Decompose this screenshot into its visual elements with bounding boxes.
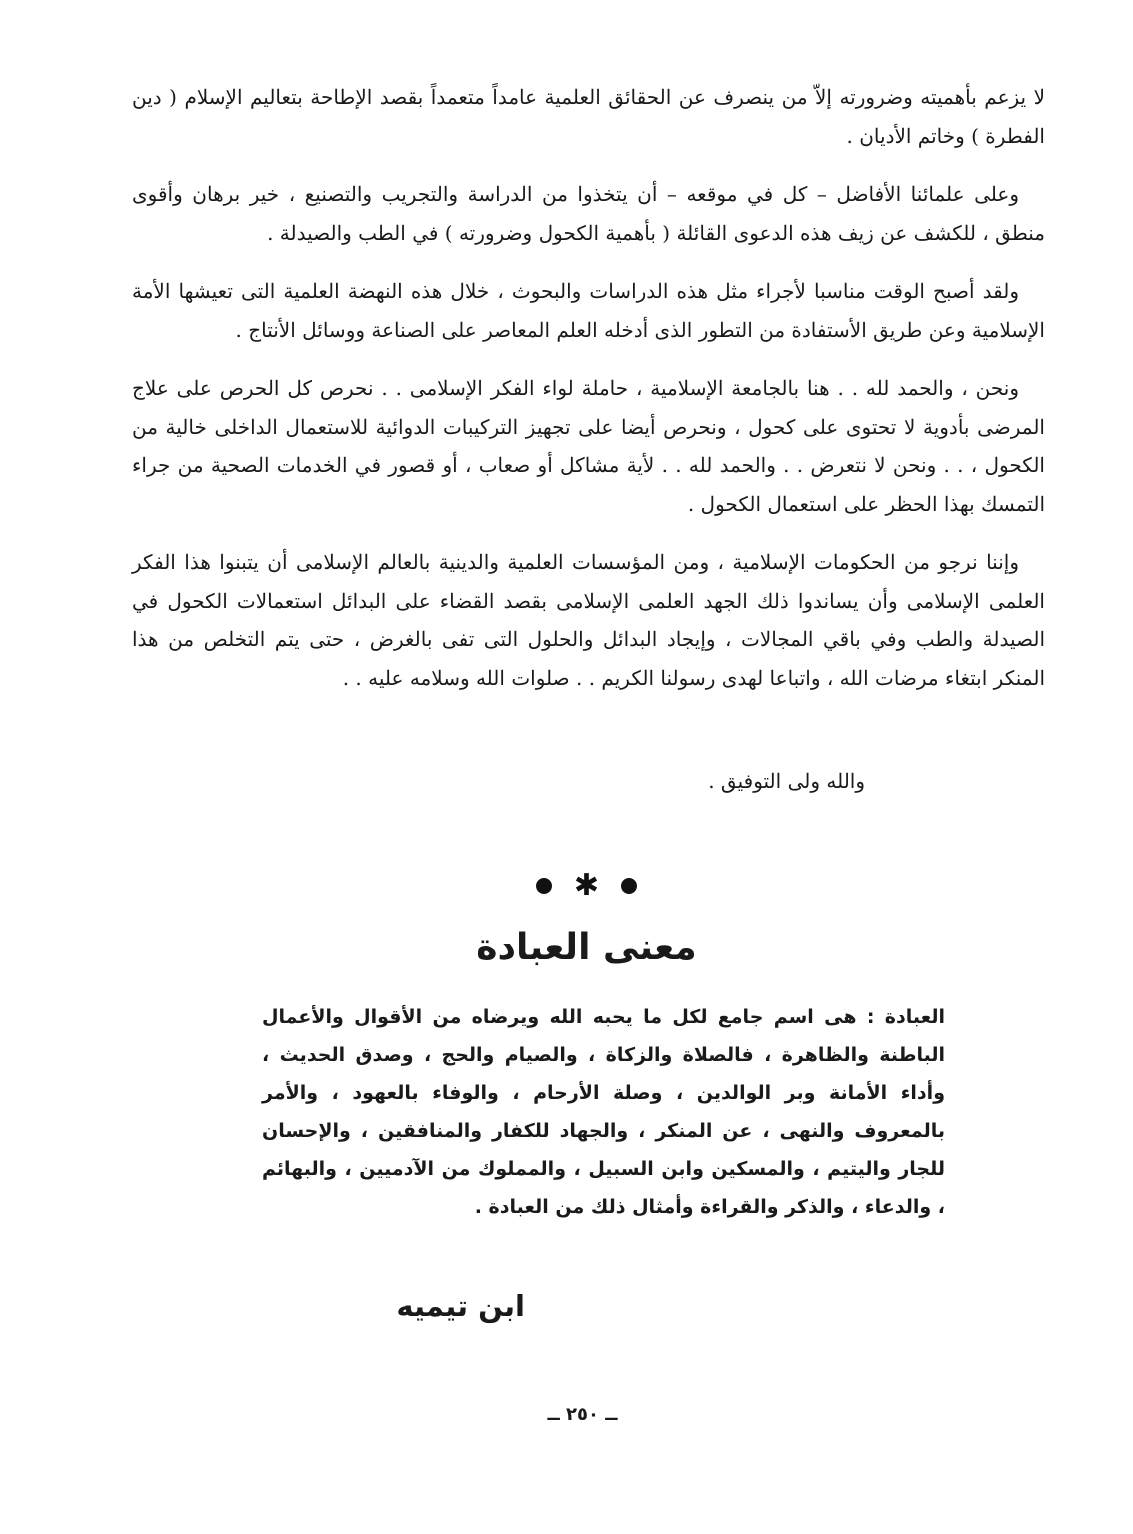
paragraph-5: وإننا نرجو من الحكومات الإسلامية ، ومن المؤسسات العلمية والدينية بالعالم الإسلامى أن يتبنوا هذا الفكر العلمى الإسلامى وأن يساندوا ذلك الجهد العلمى الإسلامى بقصد القضاء على البدائل استعمالات الكحول في الصيدلة والطب وفي باقي المجالات ، وإيجاد البدائل والحلول التى تفى بالغرض ، حتى يتم التخلص من هذا المنكر ابتغاء مرضات الله ، واتباعا لهدى رسولنا الكريم . . صلوات الله وسلامه عليه . . [132,550,1045,690]
closing-line: والله ولى التوفيق . [708,769,865,793]
article-body [132,78,1045,717]
section-divider-ornament [40,862,1133,910]
divider-star-icon: ✱ [573,868,600,903]
paragraph-2: وعلى علمائنا الأفاضل – كل في موقعه – أن يتخذوا من الدراسة والتجريب والتصنيع ، خير برهان وأقوى منطق ، للكشف عن زيف هذه الدعوى القائلة ( بأهمية الكحول وضرورته ) في الطب والصيدلة . [132,182,1045,245]
paragraph-4: ونحن ، والحمد لله . . هنا بالجامعة الإسلامية ، حاملة لواء الفكر الإسلامى . . نحرص كل الحرص على علاج المرضى بأدوية لا تحتوى على كحول ، ونحرص أيضا على تجهيز التركيبات الدوائية للاستعمال الداخلى خالية من الكحول ، . . ونحن لا نتعرض . . والحمد لله . . لأية مشاكل أو صعاب ، أو قصور في الخدمات الصحية من جراء التمسك بهذا الحظر على استعمال الكحول . [132,376,1045,516]
definition-paragraph: العبادة : هى اسم جامع لكل ما يحبه الله ويرضاه من الأقوال والأعمال الباطنة والظاهرة ، فالصلاة والزكاة ، والصيام والحج ، وصدق الحديث ، وأداء الأمانة وبر الوالدين ، وصلة الأرحام ، والوفاء بالعهود ، والأمر بالمعروف والنهى ، عن المنكر ، والجهاد للكفار والمنافقين ، والإحسان للجار واليتيم ، والمسكين وابن السبيل ، والمملوك من الآدميين ، والبهائم ، والدعاء ، والذكر والقراءة وأمثال ذلك من العبادة . [262,1006,945,1218]
paragraph-3: ولقد أصبح الوقت مناسبا لأجراء مثل هذه الدراسات والبحوث ، خلال هذه النهضة العلمية التى تعيشها الأمة الإسلامية وعن طريق الأستفادة من التطور الذى أدخله العلم المعاصر على الصناعة ووسائل الأنتاج . [132,279,1045,342]
divider-dot-icon [536,878,552,894]
paragraph-1: لا يزعم بأهميته وضرورته إلاّ من ينصرف عن الحقائق العلمية عامداً متعمداً بقصد الإطاحة بتعاليم الإسلام ( دين الفطرة ) وخاتم الأديان . [132,85,1045,148]
quote-author: ابن تيميه [396,1289,525,1323]
section-title: معنى العبادة [476,927,697,968]
page-number: ــ ٢٥٠ ــ [547,1404,618,1425]
divider-dot-icon [621,878,637,894]
